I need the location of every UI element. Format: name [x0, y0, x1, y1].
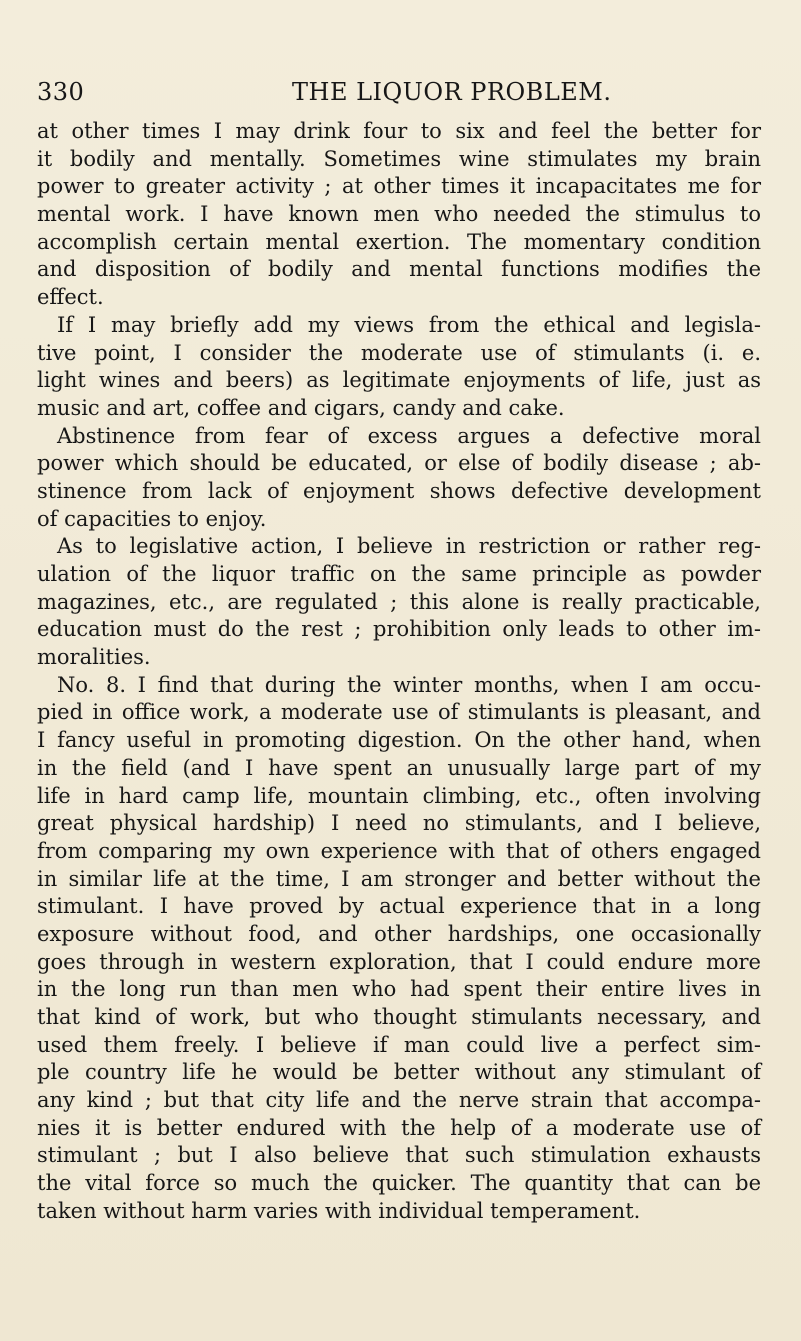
text-line: moralities.: [37, 645, 151, 670]
text-line: taken without harm varies with individual temperament.: [37, 1198, 641, 1223]
running-head: [37, 76, 761, 108]
text-line: in similar life at the time, I am stronger and better without the: [37, 866, 761, 891]
text-line: great physical hardship) I need no stimulants, and I believe,: [37, 811, 761, 836]
text-line: stinence from lack of enjoyment shows defective development: [37, 478, 761, 503]
body-text: [37, 118, 761, 1226]
text-line: life in hard camp life, mountain climbing, etc., often involving: [37, 783, 761, 808]
text-line: accomplish certain mental exertion. The momentary condition: [37, 229, 761, 254]
text-line: I fancy useful in promoting digestion. On the other hand, when: [37, 728, 761, 753]
text-line: ple country life he would be better without any stimulant of: [37, 1060, 761, 1085]
text-line: light wines and beers) as legitimate enjoyments of life, just as: [37, 368, 761, 393]
text-line: tive point, I consider the moderate use of stimulants (i. e.: [37, 340, 761, 365]
text-line: from comparing my own experience with that of others engaged: [37, 838, 761, 863]
text-line: in the long run than men who had spent their entire lives in: [37, 977, 761, 1002]
text-line: exposure without food, and other hardships, one occasionally: [37, 921, 761, 946]
text-line: nies it is better endured with the help of a moderate use of: [37, 1115, 761, 1140]
text-line: effect.: [37, 285, 104, 310]
text-line: goes through in western exploration, that I could endure more: [37, 949, 761, 974]
text-line: power to greater activity ; at other times it incapacitates me for: [37, 174, 761, 199]
text-line: Abstinence from fear of excess argues a defective moral: [57, 423, 761, 448]
text-line: stimulant. I have proved by actual experience that in a long: [37, 894, 761, 919]
text-line: education must do the rest ; prohibition only leads to other im-: [37, 617, 761, 642]
book-title: THE LIQUOR PROBLEM.: [292, 78, 612, 106]
text-line: No. 8. I find that during the winter months, when I am occu-: [57, 672, 761, 697]
text-line: it bodily and mentally. Sometimes wine stimulates my brain: [37, 146, 761, 171]
text-line: any kind ; but that city life and the nerve strain that accompa-: [37, 1088, 761, 1113]
text-line: in the field (and I have spent an unusually large part of my: [37, 755, 761, 780]
text-line: mental work. I have known men who needed the stimulus to: [37, 202, 761, 227]
text-line: magazines, etc., are regulated ; this alone is really practicable,: [37, 589, 761, 614]
text-line: that kind of work, but who thought stimulants necessary, and: [37, 1005, 761, 1029]
text-line: and disposition of bodily and mental functions modifies the: [37, 257, 761, 282]
text-line: If I may briefly add my views from the ethical and legisla-: [57, 312, 761, 337]
text-line: As to legislative action, I believe in restriction or rather reg-: [57, 534, 761, 559]
text-line: used them freely. I believe if man could live a perfect sim-: [37, 1032, 761, 1057]
text-line: ulation of the liquor traffic on the same principle as powder: [37, 562, 761, 586]
text-line: music and art, coffee and cigars, candy and cake.: [37, 395, 565, 420]
text-line: stimulant ; but I also believe that such stimulation exhausts: [37, 1143, 761, 1168]
text-line: pied in office work, a moderate use of stimulants is pleasant, and: [37, 700, 761, 725]
text-line: of capacities to enjoy.: [37, 506, 267, 531]
page-number: 330: [37, 78, 85, 106]
text-line: the vital force so much the quicker. The quantity that can be: [37, 1171, 761, 1196]
text-line: at other times I may drink four to six and feel the better for: [37, 119, 761, 143]
text-line: power which should be educated, or else of bodily disease ; ab-: [37, 451, 761, 476]
